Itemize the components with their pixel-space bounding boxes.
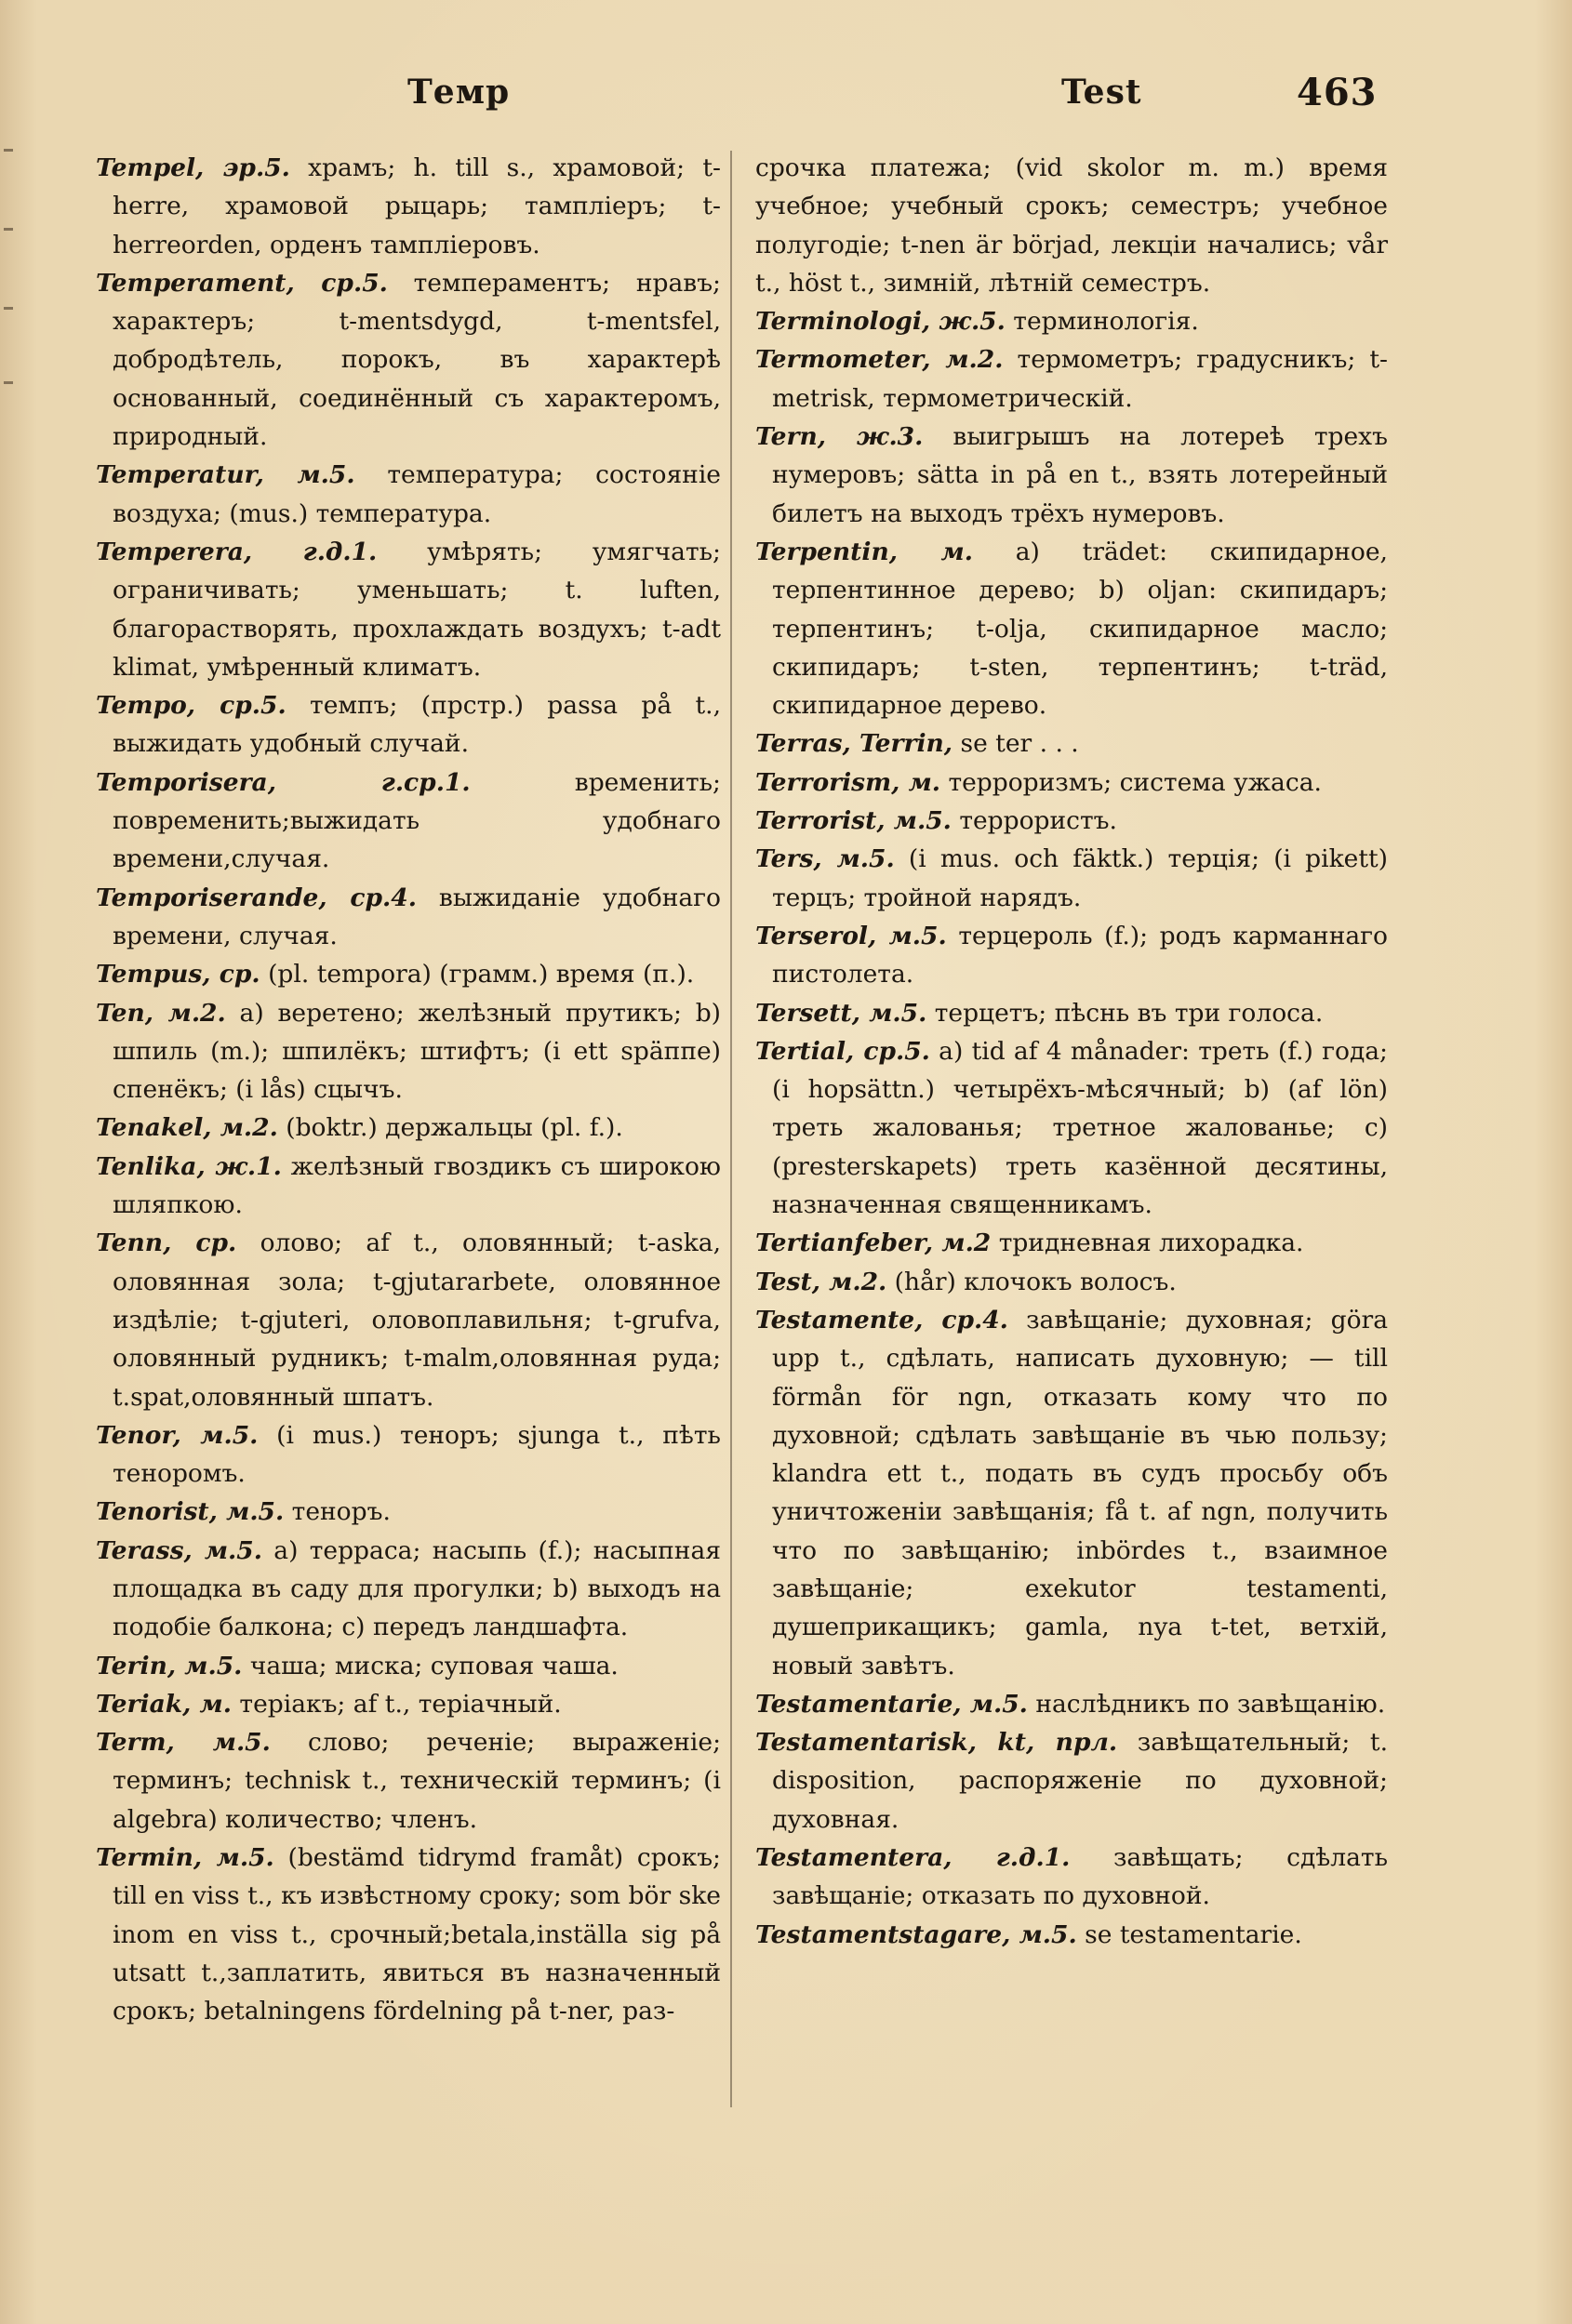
entry-headword: Tersett, м.5.	[755, 998, 927, 1028]
entry-headword: Terin, м.5.	[96, 1651, 243, 1680]
entry-definition: временить; повременить;выжидать удобнаго времени,случая.	[113, 767, 721, 874]
dictionary-entry	[755, 340, 1388, 418]
entry-definition: тридневная лихорадка.	[998, 1228, 1304, 1258]
entry-definition: термометръ; градусникъ; t-metrisk, термометрическій.	[772, 345, 1388, 413]
entry-headword: Tenn, ср.	[96, 1228, 237, 1258]
page-number: 463	[1297, 71, 1378, 114]
margin-mark	[4, 307, 13, 310]
dictionary-entry	[96, 686, 721, 764]
dictionary-entry	[755, 994, 1388, 1032]
dictionary-entry	[96, 1839, 721, 2030]
entry-headword: Terrorism, м.	[755, 767, 940, 797]
dictionary-entry	[96, 1685, 721, 1723]
dictionary-entry	[755, 802, 1388, 840]
entry-definition: выигрышъ на лотереѣ трехъ нумеровъ; sätta in på en t., взять лотерейный билетъ на выходъ трёхъ нумеровъ.	[772, 422, 1388, 528]
entry-headword: Tempo, ср.5.	[96, 691, 286, 721]
entry-definition: терцетъ; пѣснь въ три голоса.	[934, 998, 1324, 1028]
entry-definition: (bestämd tidrymd framåt) срокъ; till en viss t., къ извѣстному сроку; som bör ske inom en viss t., срочный;betala,inställa sig på utsatt t.,заплатить, явиться въ назначенный срокъ; betalningens fördelning på t-ner, раз-	[113, 1843, 721, 2026]
margin-mark	[4, 381, 13, 384]
right-column	[755, 149, 1388, 1954]
entry-definition: храмъ; h. till s., храмовой; t-herre, храмовой рыцарь; тампліеръ; t-herreorden, орденъ тампліеровъ.	[113, 153, 721, 259]
entry-headword: Tern, ж.3.	[755, 422, 924, 452]
dictionary-entry	[755, 1685, 1388, 1723]
margin-mark	[4, 228, 13, 231]
entry-headword: Tempus, ср.	[96, 960, 260, 989]
dictionary-entry	[755, 764, 1388, 802]
dictionary-entry	[755, 1224, 1388, 1262]
dictionary-entry	[96, 456, 721, 533]
header-left-guideword: Темр	[407, 73, 511, 112]
dictionary-entry	[96, 955, 721, 993]
entry-headword: Term, м.5.	[96, 1728, 271, 1758]
dictionary-entry	[96, 879, 721, 956]
entry-headword: Tenlika, ж.1.	[96, 1151, 282, 1181]
entry-definition: выжиданіе удобнаго времени, случая.	[113, 883, 721, 950]
entry-headword: Termometer, м.2.	[755, 345, 1004, 375]
dictionary-entry	[96, 1416, 721, 1494]
entry-headword: Terrorist, м.5.	[755, 806, 952, 836]
entry-headword: Testamentarisk, kt, прл.	[755, 1728, 1118, 1758]
dictionary-entry	[755, 1301, 1388, 1685]
dictionary-entry	[755, 840, 1388, 917]
entry-headword: Temperament, ср.5.	[96, 268, 388, 298]
dictionary-entry	[755, 1839, 1388, 1916]
entry-headword: Temporiserande, ср.4.	[96, 883, 417, 912]
entry-definition: se ter . . .	[960, 729, 1079, 759]
entry-headword: Ten, м.2.	[96, 998, 226, 1028]
entry-headword: Termin, м.5.	[96, 1843, 274, 1873]
dictionary-entry	[96, 1493, 721, 1531]
dictionary-entry	[755, 1032, 1388, 1224]
entry-definition: a) trädet: скипидарное, терпентинное дерево; b) oljan: скипидаръ; терпентинъ; t-olja, скипидарное масло; скипидаръ; t-sten, терпентинъ; t-träd, скипидарное дерево.	[772, 537, 1388, 721]
entry-definition: завѣщательный; t. disposition, распоряженіе по духовной; духовная.	[772, 1728, 1388, 1834]
dictionary-entry	[96, 1647, 721, 1685]
entry-headword: Terminologi, ж.5.	[755, 307, 1006, 337]
dictionary-entry	[96, 1109, 721, 1147]
dictionary-entry	[96, 1723, 721, 1839]
dictionary-entry	[96, 1532, 721, 1647]
margin-mark	[4, 149, 13, 152]
entry-definition: теноръ.	[291, 1497, 391, 1527]
entry-headword: Testamentarie, м.5.	[755, 1689, 1028, 1719]
entry-headword: Testamentera, г.д.1.	[755, 1843, 1071, 1873]
entry-headword: Temperera, г.д.1.	[96, 537, 378, 566]
dictionary-entry	[755, 418, 1388, 533]
dictionary-entry	[755, 1723, 1388, 1839]
entry-headword: Tertial, ср.5.	[755, 1036, 930, 1066]
dictionary-entry	[755, 724, 1388, 763]
entry-definition: желѣзный гвоздикъ съ широкою шляпкою.	[113, 1151, 721, 1220]
entry-definition: терроризмъ; система ужаса.	[948, 767, 1322, 797]
entry-definition: темпъ; (прстр.) passa på t., выжидать удобный случай.	[113, 691, 721, 759]
entry-definition: (pl. tempora) (грамм.) время (п.).	[268, 960, 695, 989]
entry-definition: a) tid af 4 månader: треть (f.) года; (i hopsättn.) четырёхъ-мѣсячный; b) (af lön) треть жалованья; третное жалованье; c) (presterskapets) треть казённой десятины, назначенная священникамъ.	[772, 1036, 1388, 1220]
entry-definition: теріакъ; af t., теріачный.	[239, 1689, 562, 1719]
entry-headword: Terass, м.5.	[96, 1535, 262, 1565]
dictionary-entry	[96, 533, 721, 686]
entry-headword: Terras, Terrin,	[755, 729, 953, 759]
entry-headword: Tenorist, м.5.	[96, 1497, 285, 1527]
entry-headword: Tenakel, м.2.	[96, 1113, 278, 1143]
entry-definition: завѣщать; сдѣлать завѣщаніе; отказать по духовной.	[772, 1843, 1388, 1911]
entry-definition: наслѣдникъ по завѣщанію.	[1035, 1689, 1386, 1719]
entry-headword: Testamente, ср.4.	[755, 1305, 1008, 1335]
entry-headword: Test, м.2.	[755, 1267, 887, 1296]
dictionary-entry	[755, 533, 1388, 724]
entry-headword: Tempel, эр.5.	[96, 153, 290, 182]
dictionary-entry	[755, 149, 1388, 302]
dictionary-entry	[96, 149, 721, 264]
entry-definition: завѣщаніе; духовная; göra upp t., сдѣлать, написать духовную; — till förmån för ngn, отказать кому что по духовной; сдѣлать завѣщаніе въ чью пользу; klandra ett t., подать въ судъ просьбу объ уничтоженіи завѣщанія; få t. af ngn, получить что по завѣщанію; inbördes t., взаимное завѣщаніе; exekutor testamenti, душеприкащикъ; gamla, nya t-tet, ветхій, новый завѣтъ.	[772, 1305, 1388, 1680]
column-divider	[730, 151, 732, 2107]
entry-definition: (i mus. och fäktk.) терція; (i pikett) терцъ; тройной нарядъ.	[772, 844, 1388, 912]
entry-headword: Temperatur, м.5.	[96, 460, 355, 490]
dictionary-entry	[755, 1916, 1388, 1954]
entry-definition: a) терраса; насыпь (f.); насыпная площадка въ саду для прогулки; b) выходъ на подобіе балкона; c) передъ ландшафта.	[113, 1535, 721, 1642]
entry-definition: терминологія.	[1013, 307, 1199, 337]
dictionary-entry	[96, 994, 721, 1109]
entry-headword: Tertianfeber, м.2	[755, 1228, 992, 1258]
dictionary-entry	[96, 1148, 721, 1225]
dictionary-entry	[755, 1263, 1388, 1301]
entry-definition: террористъ.	[959, 806, 1117, 836]
entry-definition: темпераментъ; нравъ; характеръ; t-mentsdygd, t-mentsfel, добродѣтель, порокъ, въ характерѣ основанный, соединённый съ характеромъ, природный.	[113, 268, 721, 452]
left-column	[96, 149, 721, 2031]
entry-headword: Terserol, м.5.	[755, 921, 947, 950]
dictionary-entry	[755, 302, 1388, 340]
dictionary-entry	[96, 264, 721, 456]
entry-headword: Ters, м.5.	[755, 844, 895, 874]
entry-headword: Testamentstagare, м.5.	[755, 1919, 1077, 1949]
entry-definition: слово; реченіе; выраженіе; терминъ; technisk t., техническій терминъ; (i algebra) количество; членъ.	[113, 1728, 721, 1834]
dictionary-entry	[96, 764, 721, 879]
entry-definition: se testamentarie.	[1085, 1919, 1302, 1949]
entry-headword: Teriak, м.	[96, 1689, 232, 1719]
entry-definition: терцероль (f.); родъ карманнаго пистолета.	[772, 921, 1388, 989]
entry-definition: срочка платежа; (vid skolor m. m.) время учебное; учебный срокъ; семестръ; учебное полугодіе; t-nen är börjad, лекціи начались; vår t., höst t., зимній, лѣтній семестръ.	[755, 153, 1388, 298]
dictionary-entry	[755, 917, 1388, 994]
entry-definition: температура; состояніе воздуха; (mus.) температура.	[113, 460, 721, 528]
entry-definition: олово; af t., оловянный; t-aska, оловянная зола; t-gjutararbete, оловянное издѣліе; t-gjuteri, оловоплавильня; t-grufva, оловянный рудникъ; t-malm,оловянная руда; t.spat,оловянный шпатъ.	[113, 1228, 721, 1412]
entry-definition: (hår) клочокъ волосъ.	[894, 1267, 1177, 1296]
entry-headword: Terpentin, м.	[755, 537, 973, 566]
entry-definition: чаша; миска; суповая чаша.	[249, 1651, 619, 1680]
entry-headword: Temporisera, г.ср.1.	[96, 767, 471, 797]
entry-definition: умѣрять; умягчать; ограничивать; уменьшать; t. luften, благорастворять, прохлаждать воздухъ; t-adt klimat, умѣренный климатъ.	[113, 537, 721, 682]
dictionary-entry	[96, 1224, 721, 1415]
entry-headword: Tenor, м.5.	[96, 1420, 259, 1450]
entry-definition: (boktr.) держальцы (pl. f.).	[286, 1113, 623, 1143]
entry-definition: (i mus.) теноръ; sjunga t., пѣть теноромъ.	[113, 1420, 721, 1489]
entry-definition: a) веретено; желѣзный прутикъ; b) шпиль (m.); шпилёкъ; штифтъ; (i ett späппе) спенёкъ; (i lås) сцычъ.	[113, 998, 721, 1105]
header-right-guideword: Test	[1061, 73, 1142, 112]
